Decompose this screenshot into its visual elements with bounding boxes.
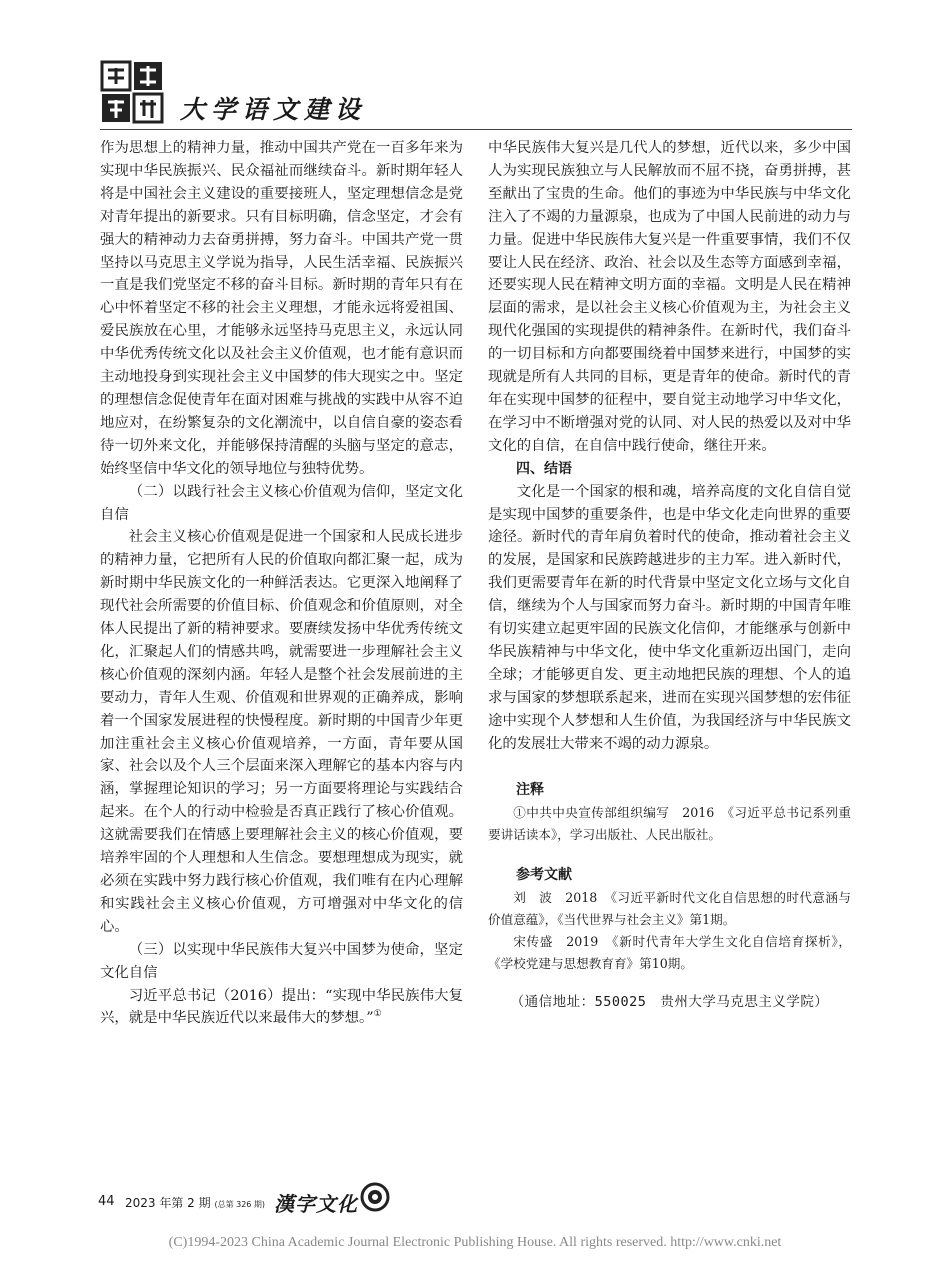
page-number: 44 [98, 1194, 115, 1209]
notes-title: 注释 [516, 782, 544, 799]
journal-emblem-icon [360, 1182, 390, 1212]
journal-seal-icon [100, 60, 164, 124]
section-heading: 四、结语 [516, 460, 572, 477]
page-header [100, 60, 850, 130]
body-paragraph: 作为思想上的精神力量，推动中国共产党在一百多年来为实现中华民族振兴、民众福祉而继续奋斗。新时期年轻人将是中国社会主义建设的重要接班人，坚定理想信念是党对青年提出的新要求。只有目标明确，信念坚定，才会有强大的精神动力去奋勇拼搏，努力奋斗。中国共产党一贯坚持以马克思主义学说为指导，人民生活幸福、民族振兴一直是我们党坚定不移的奋斗目标。新时期的青年只有在心中怀着坚定不移的社会主义理想，才能永远将爱祖国、爱民族放在心里，才能够永远坚持马克思主义，永远认同中华优秀传统文化以及社会主义价值观，也才能有意识而主动地投身到实现社会主义中国梦的伟大现实之中。坚定的理想信念促使青年在面对困难与挑战的实践中从容不迫地应对，在纷繁复杂的文化潮流中，以自信自豪的姿态看待一切外来文化，并能够保持清醒的头脑与坚定的意志，始终坚信中华文化的领导地位与独特优势。 [100, 140, 463, 477]
issue-total: (总第 326 期) [214, 1200, 266, 1209]
subsection-heading: （二）以践行社会主义核心价值观为信仰，坚定文化自信 [100, 483, 463, 523]
journal-title: 大学语文建设 [180, 95, 367, 124]
subsection-heading: （三）以实现中华民族伟大复兴中国梦为使命，坚定文化自信 [100, 941, 463, 981]
correspondence-address: （通信地址：550025 贵州大学马克思主义学院） [510, 994, 829, 1011]
quote-text: 习近平总书记（2016）提出：“实现中华民族伟大复兴，就是中华民族近代以来最伟大的梦想。” [100, 987, 463, 1027]
body-paragraph [100, 985, 463, 1031]
issue-info [125, 1194, 265, 1211]
note-item: ①中共中央宣传部组织编写 2016 《习近平总书记系列重要讲话读本》，学习出版社、人民出版社。 [488, 805, 851, 843]
reference-item: 刘 波 2018 《习近平新时代文化自信思想的时代意涵与价值意蕴》，《当代世界与社会主义》第1期。 [488, 890, 851, 928]
body-paragraph: 文化是一个国家的根和魂，培养高度的文化自信自觉是实现中国梦的重要条件，也是中华文化走向世界的重要途径。新时代的青年肩负着时代的使命，推动着社会主义的发展，是国家和民族跨越进步的主力军。进入新时代，我们更需要青年在新的时代背景中坚定文化立场与文化自信，继续为个人与国家而努力奋斗。新时期的中国青年唯有切实建立起更牢固的民族文化信仰，才能继承与创新中华民族精神与中华文化，使中华文化重新迈出国门，走向全球；才能够更自发、更主动地把民族的理想、个人的追求与国家的梦想联系起来，进而在实现兴国梦想的宏伟征途中实现个人梦想和人生价值，为我国经济与中华民族文化的发展壮大带来不竭的动力源泉。 [488, 483, 851, 752]
journal-brand: 漢字文化 [274, 1192, 358, 1216]
footnote-marker[interactable]: ① [373, 1009, 382, 1020]
reference-item: 宋传盛 2019 《新时代青年大学生文化自信培育探析》，《学校党建与思想教育育》第10期。 [488, 934, 851, 972]
body-paragraph: 中华民族伟大复兴是几代人的梦想，近代以来，多少中国人为实现民族独立与人民解放而不屈不挠，奋勇拼搏，甚至献出了宝贵的生命。他们的事迹为中华民族与中华文化注入了不竭的力量源泉，也成为了中国人民前进的动力与力量。促进中华民族伟大复兴是一件重要事情，我们不仅要让人民在经济、政治、社会以及生态等方面感到幸福，还要实现人民在精神文明方面的幸福。文明是人民在精神层面的需求，是以社会主义核心价值观为主，为社会主义现代化强国的实现提供的精神条件。在新时代，我们奋斗的一切目标和方向都要围绕着中国梦来进行，中国梦的实现就是所有人共同的目标，更是青年的使命。新时代的青年在实现中国梦的征程中，要自觉主动地学习中华文化，在学习中不断增强对党的认同、对人民的热爱以及对中华文化的自信，在自信中践行使命，继往开来。 [488, 140, 851, 454]
body-paragraph: 社会主义核心价值观是促进一个国家和人民成长进步的精神力量，它把所有人民的价值取向都汇聚一起，成为新时期中华民族文化的一种鲜活表达。它更深入地阐释了现代社会所需要的价值目标、价值观念和价值原则，对全体人民提出了新的精神要求。要赓续发扬中华优秀传统文化，汇聚起人们的情感共鸣，就需要进一步理解社会主义核心价值观的深刻内涵。年轻人是整个社会发展前进的主要动力，青年人生观、价值观和世界观的正确养成，影响着一个国家发展进程的快慢程度。新时期的中国青少年更加注重社会主义核心价值观培养，一方面，青年要从国家、社会以及个人三个层面来深入理解它的基本内容与内涵，掌握理论知识的学习；另一方面要将理论与实践结合起来。在个人的行动中检验是否真正践行了核心价值观。这就需要我们在情感上要理解社会主义的核心价值观，要培养牢固的个人理想和人生信念。要想理想成为现实，就必须在实践中努力践行核心价值观，我们唯有在内心理解和实践社会主义核心价值观，方可增强对中华文化的信心。 [100, 529, 463, 935]
header-rule [100, 129, 852, 130]
left-column [100, 137, 463, 1030]
references-title: 参考文献 [516, 867, 572, 884]
copyright-notice: (C)1994-2023 China Academic Journal Electronic Publishing House. All rights reserved. http://www.cnki.net [168, 1235, 782, 1250]
right-column [488, 137, 851, 1014]
issue-main: 2023 年第 2 期 [125, 1196, 211, 1210]
page-footer [98, 1182, 418, 1218]
